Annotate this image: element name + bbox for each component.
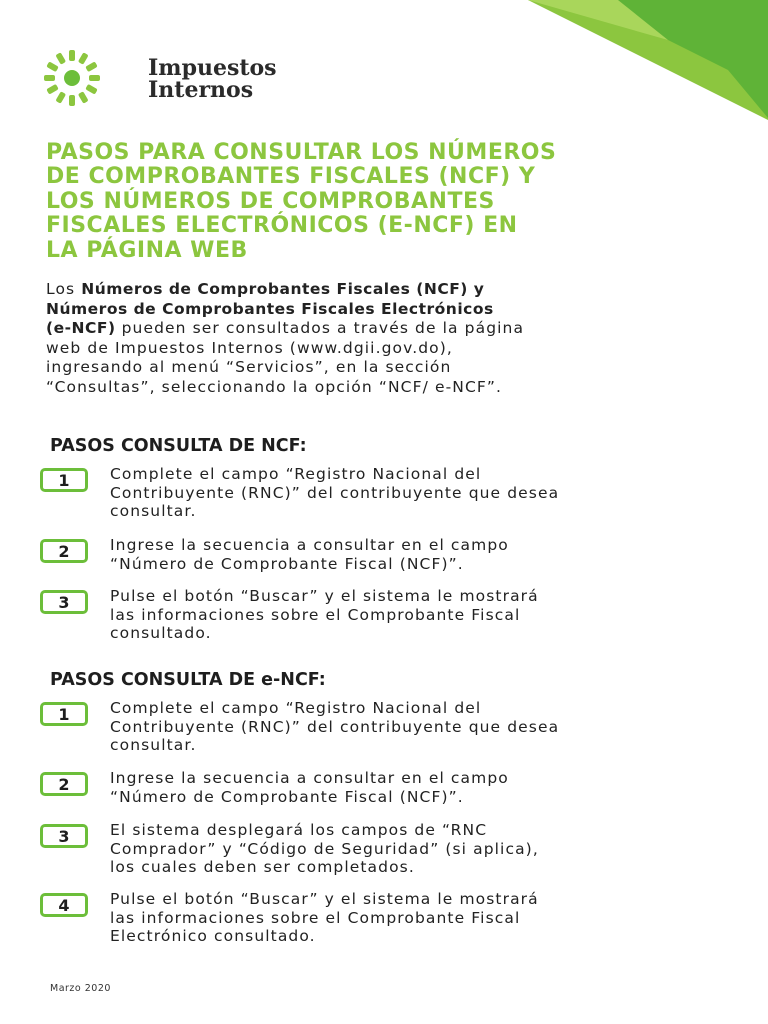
intro-bold-text: (e-NCF): [46, 319, 116, 338]
step-text: [110, 536, 509, 573]
corner-decoration: [528, 0, 768, 120]
step-line: Contribuyente (RNC)” del contribuyente que desea: [110, 483, 560, 502]
sun-logo-icon: [38, 48, 142, 110]
step-text: [110, 821, 539, 877]
page-title: [46, 141, 746, 263]
step-line: “Número de Comprobante Fiscal (NCF)”.: [110, 787, 464, 806]
step-line: consultado.: [110, 624, 212, 643]
step-text: [110, 699, 559, 755]
step-text: [110, 465, 559, 521]
logo: [44, 48, 277, 110]
step-line: “Número de Comprobante Fiscal (NCF)”.: [110, 554, 464, 573]
step-line: Pulse el botón “Buscar” y el sistema le mostrará: [110, 587, 539, 605]
intro-text: Los: [46, 280, 82, 298]
step-text: [110, 769, 509, 806]
intro-line: [46, 280, 746, 300]
step-line: Complete el campo “Registro Nacional del: [110, 699, 482, 717]
encf-step: [40, 769, 740, 806]
logo-wordmark: [148, 57, 277, 101]
ncf-step: [40, 536, 740, 573]
step-text: [110, 890, 539, 946]
title-line: LOS NÚMEROS DE COMPROBANTES: [46, 188, 495, 214]
step-line: Electrónico consultado.: [110, 927, 316, 946]
intro-line: ingresando al menú “Servicios”, en la sección: [46, 358, 452, 377]
step-number-badge: 2: [40, 772, 88, 796]
step-line: Complete el campo “Registro Nacional del: [110, 465, 482, 483]
ncf-step: [40, 587, 740, 643]
step-line: Ingrese la secuencia a consultar en el campo: [110, 536, 509, 554]
intro-line: web de Impuestos Internos (www.dgii.gov.do),: [46, 338, 453, 357]
step-line: Ingrese la secuencia a consultar en el campo: [110, 769, 509, 787]
intro-line: [46, 300, 746, 320]
title-line: PASOS PARA CONSULTAR LOS NÚMEROS: [46, 140, 557, 165]
step-number-badge: 1: [40, 468, 88, 492]
step-number-badge: 2: [40, 539, 88, 563]
ncf-section-title: PASOS CONSULTA DE NCF:: [50, 436, 307, 456]
step-number-badge: 4: [40, 893, 88, 917]
step-number-badge: 3: [40, 590, 88, 614]
step-line: las informaciones sobre el Comprobante Fiscal: [110, 908, 521, 927]
intro-paragraph: [46, 280, 746, 398]
step-line: los cuales deben ser completados.: [110, 858, 415, 877]
step-text: [110, 587, 539, 643]
intro-bold-text: Números de Comprobantes Fiscales (NCF) y: [81, 280, 485, 298]
logo-line-1: Impuestos: [148, 55, 277, 81]
intro-line: [46, 319, 746, 339]
encf-step: [40, 821, 740, 877]
encf-step: [40, 890, 740, 946]
logo-line-2: Internos: [148, 77, 254, 103]
encf-step: [40, 699, 740, 755]
step-number-badge: 1: [40, 702, 88, 726]
ncf-step: [40, 465, 740, 521]
encf-section-title: PASOS CONSULTA DE e-NCF:: [50, 670, 326, 690]
footer-date: Marzo 2020: [50, 983, 111, 994]
title-line: LA PÁGINA WEB: [46, 237, 248, 263]
intro-line: “Consultas”, seleccionando la opción “NCF/ e-NCF”.: [46, 377, 503, 396]
title-line: DE COMPROBANTES FISCALES (NCF) Y: [46, 164, 536, 190]
step-line: consultar.: [110, 736, 197, 755]
step-line: Comprador” y “Código de Seguridad” (si aplica),: [110, 839, 539, 858]
step-line: consultar.: [110, 502, 197, 521]
intro-text: pueden ser consultados a través de la página: [115, 319, 525, 338]
step-line: las informaciones sobre el Comprobante Fiscal: [110, 605, 521, 624]
title-line: FISCALES ELECTRÓNICOS (E-NCF) EN: [46, 213, 518, 239]
step-line: Pulse el botón “Buscar” y el sistema le mostrará: [110, 890, 539, 908]
step-line: Contribuyente (RNC)” del contribuyente que desea: [110, 717, 560, 736]
step-number-badge: 3: [40, 824, 88, 848]
step-line: El sistema desplegará los campos de “RNC: [110, 821, 488, 839]
intro-bold-text: Números de Comprobantes Fiscales Electrónicos: [46, 299, 494, 318]
